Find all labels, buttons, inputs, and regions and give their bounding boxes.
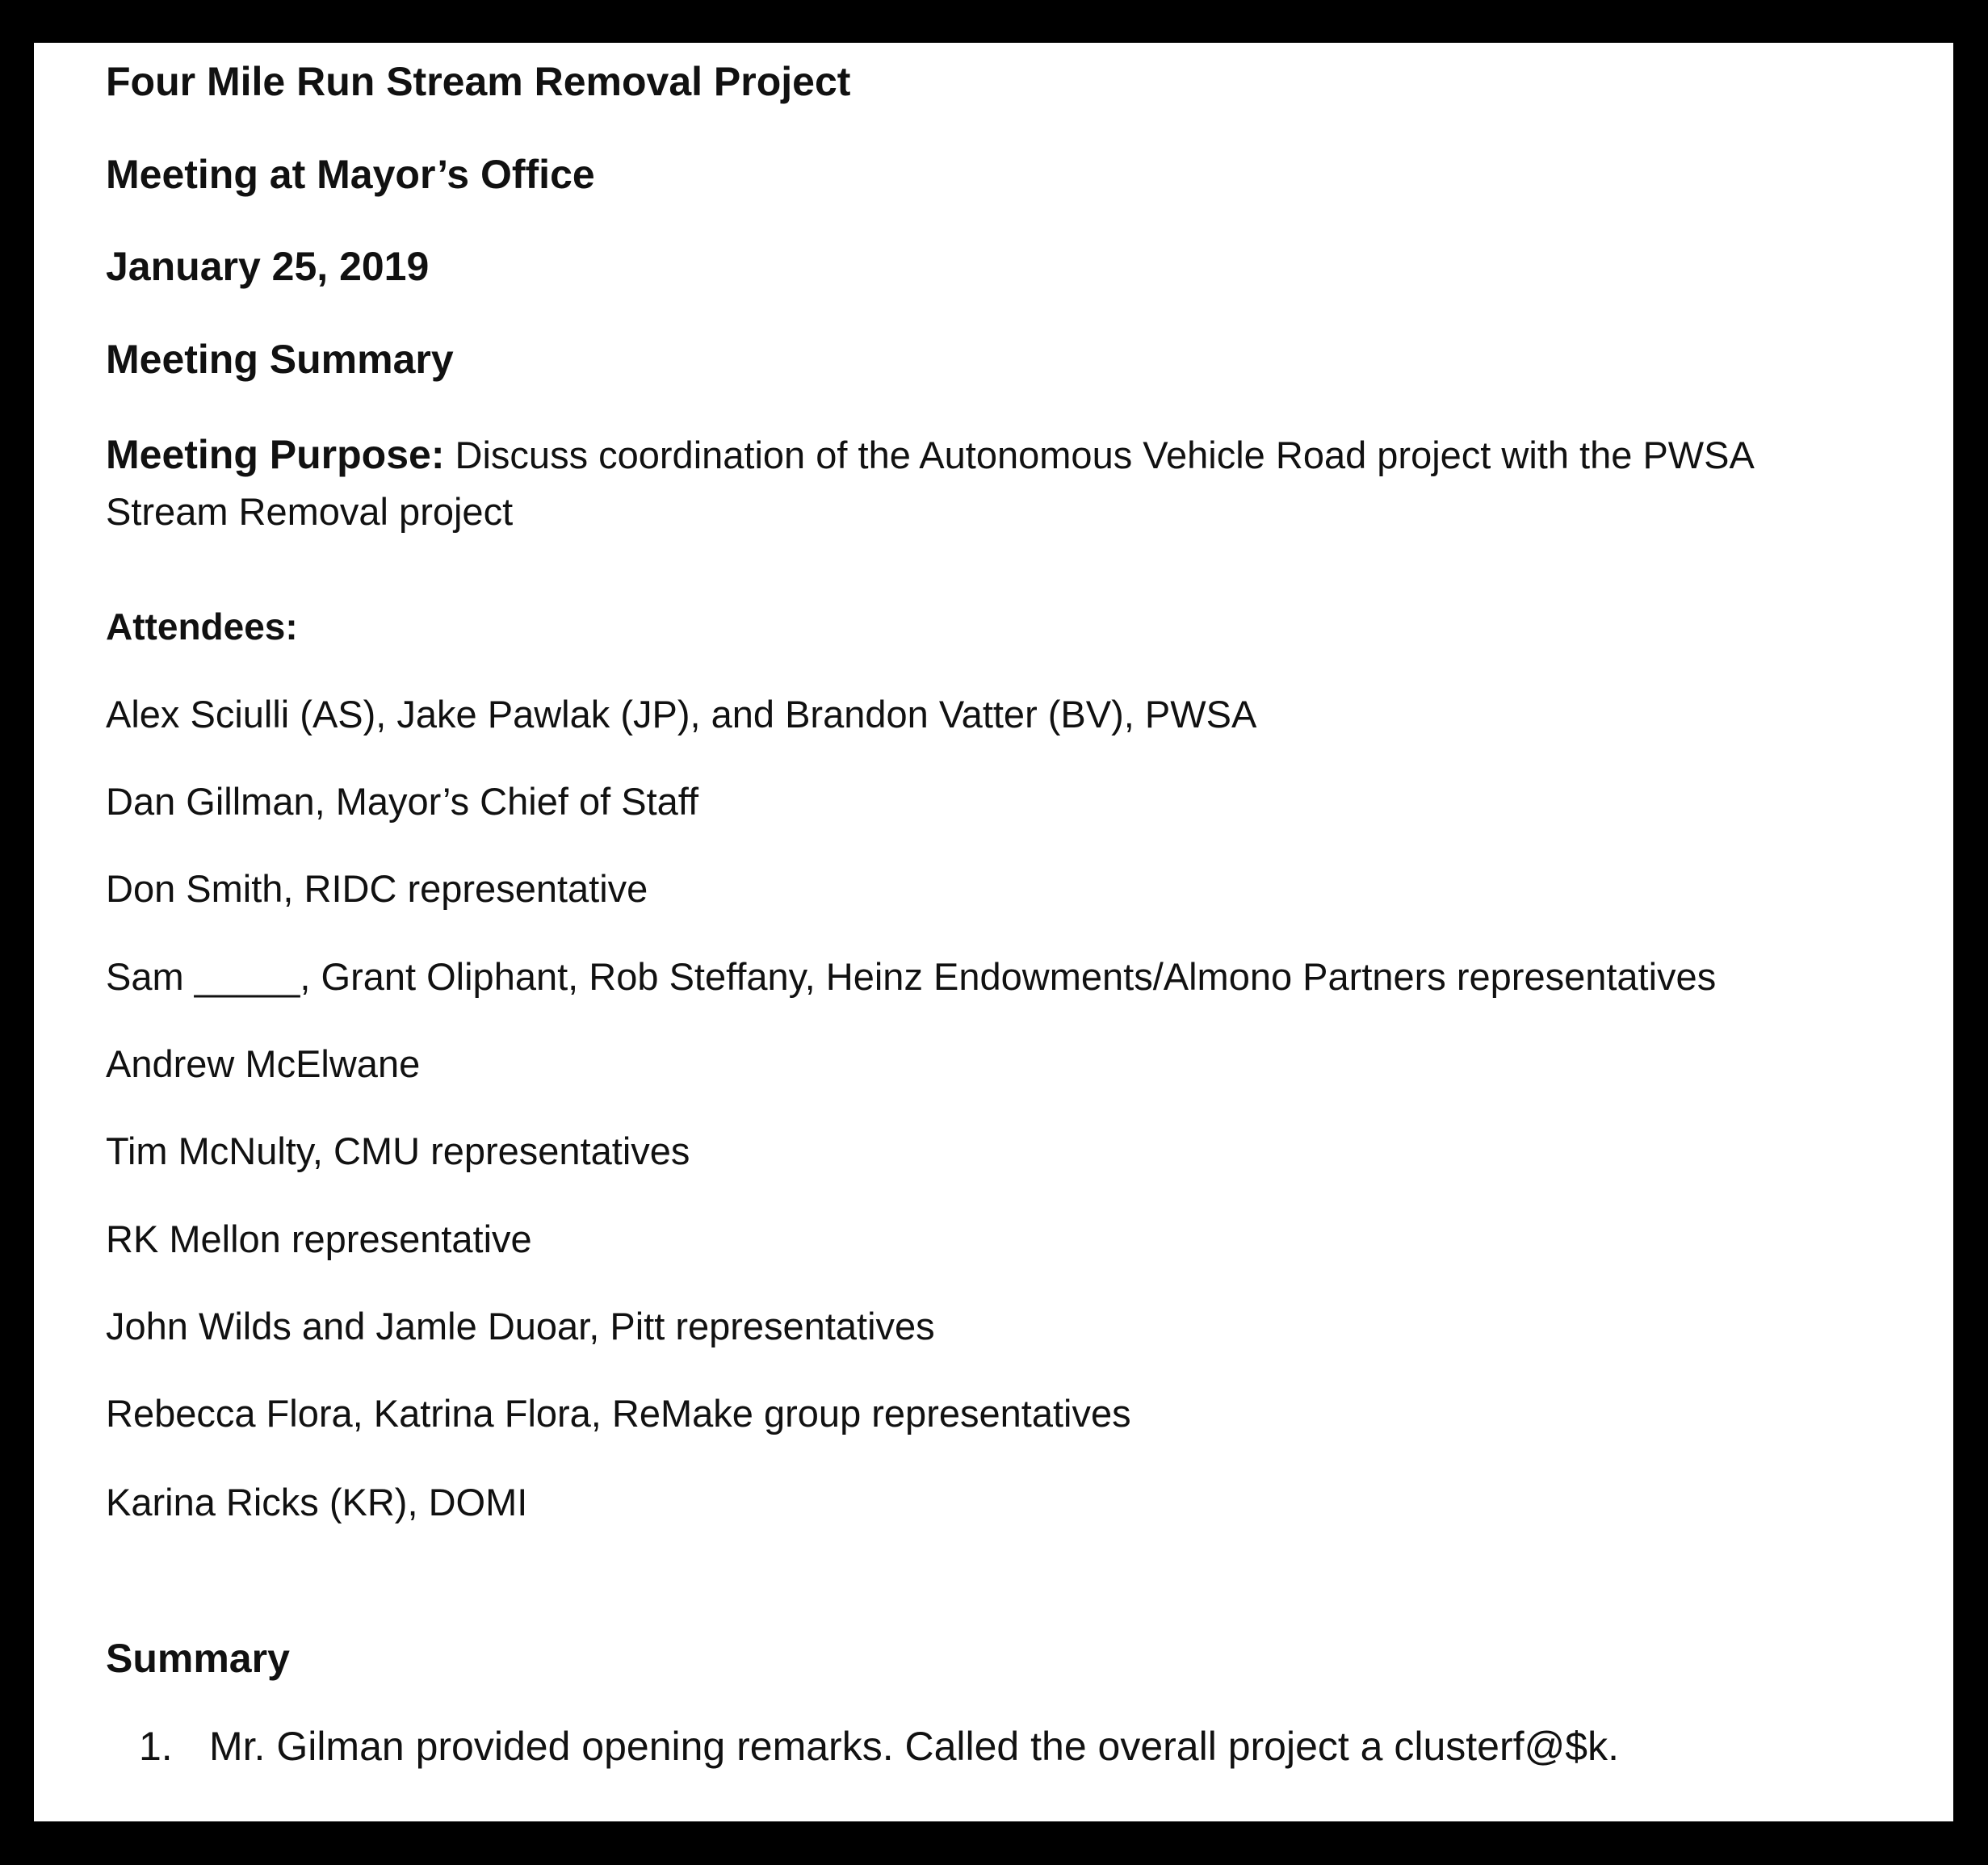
list-item-number: 1. (139, 1724, 173, 1769)
attendees-heading: Attendees: (106, 606, 298, 648)
meeting-purpose-label: Meeting Purpose: (106, 432, 445, 477)
attendee-line: Don Smith, RIDC representative (106, 867, 648, 910)
summary-section-heading: Summary (106, 1636, 290, 1681)
meeting-purpose (106, 426, 1882, 540)
meeting-summary-heading: Meeting Summary (106, 337, 454, 382)
attendee-line: Alex Sciulli (AS), Jake Pawlak (JP), and Brandon Vatter (BV), PWSA (106, 693, 1257, 736)
list-item-text: Mr. Gilman provided opening remarks. Called the overall project a clusterf@$k. (209, 1724, 1619, 1769)
document-page (34, 43, 1953, 1821)
attendee-line: RK Mellon representative (106, 1217, 532, 1260)
attendee-line: Sam _____, Grant Oliphant, Rob Steffany, Heinz Endowments/Almono Partners representatives (106, 955, 1717, 998)
document-title: Four Mile Run Stream Removal Project (106, 59, 851, 104)
meeting-location: Meeting at Mayor’s Office (106, 152, 595, 197)
attendee-line: Tim McNulty, CMU representatives (106, 1129, 690, 1172)
attendee-line: Andrew McElwane (106, 1042, 421, 1085)
attendee-line: Dan Gillman, Mayor’s Chief of Staff (106, 780, 699, 823)
summary-list-item (139, 1722, 1619, 1771)
meeting-date: January 25, 2019 (106, 244, 430, 289)
attendee-line: Karina Ricks (KR), DOMI (106, 1481, 528, 1523)
attendee-line: Rebecca Flora, Katrina Flora, ReMake group representatives (106, 1392, 1131, 1435)
meeting-purpose-text: Discuss coordination of the Autonomous Vehicle Road project with the PWSA Stream Removal project (106, 434, 1753, 533)
attendee-line: John Wilds and Jamle Duoar, Pitt representatives (106, 1305, 935, 1347)
